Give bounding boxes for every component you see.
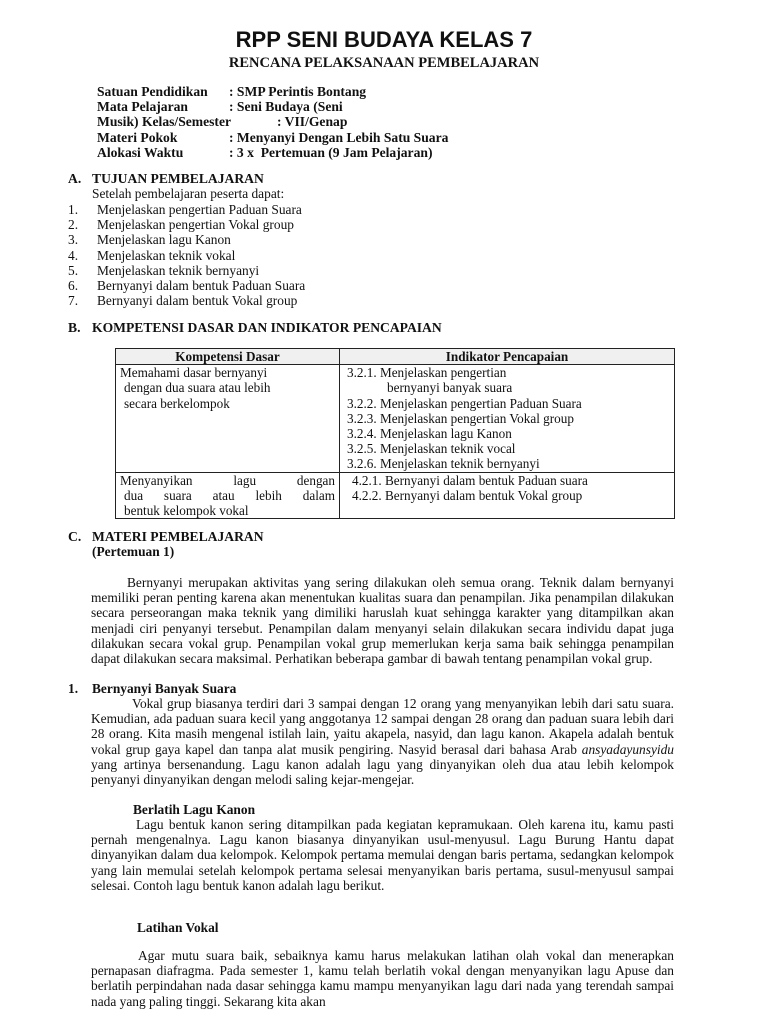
indicator-cell — [340, 365, 675, 472]
indicator-line: bernyanyi banyak suara — [387, 380, 513, 396]
paragraph-vocal-practice — [91, 948, 674, 1009]
italic-term: ansyadayunsyidu — [581, 741, 674, 757]
meta-row — [97, 84, 448, 99]
list-item — [68, 202, 305, 217]
page-subtitle: RENCANA PELAKSANAAN PEMBELAJARAN — [228, 55, 540, 71]
paragraph-text: Lagu bentuk kanon sering ditampilkan pada kegiatan kepramukaan. Oleh karena itu, kamu pasti pernah mengenalnya. Lagu kanon biasanya dinyanyikan usul-menyusul. Lagu Burung Hantu dapat dinyanyikan dalam dua kelompok. Kelompok pertama memulai dengan baris pertama, sedangkan kelompok yang lain memulai setelah kelompok pertama selesai menyanyikan baris pertama, susul-menyusul sampai selesai. Contoh lagu bentuk kanon adalah lagu berikut. — [91, 817, 674, 893]
meta-row — [97, 145, 448, 160]
meta-row — [97, 99, 448, 114]
paragraph-kanon — [91, 817, 674, 893]
identity-block — [97, 84, 448, 160]
subsection-title: Bernyanyi Banyak Suara — [92, 681, 237, 696]
meta-row — [97, 130, 448, 145]
list-item — [68, 232, 305, 247]
indicator-line: 3.2.6. Menjelaskan teknik bernyanyi — [347, 456, 540, 472]
section-title: MATERI PEMBELAJARAN — [92, 529, 264, 544]
subsection-number: 1. — [68, 681, 79, 696]
paragraph-text: Bernyanyi merupakan aktivitas yang sering dilakukan oleh semua orang. Teknik dalam bernyanyi memiliki peran penting karena akan menentukan kualitas suara dan penampilan. Jika penampilan dilakukan secara perseorangan maka teknik yang dimiliki haruslah kuat sehingga karakter yang ditampilkan akan menjadi ciri penyanyi tersebut. Penampilan dalam menyanyi selain dilakukan secara individu dapat juga dilakukan secara vokal grup. Penampilan vokal grup memerlukan kerja sama baik sehingga penampilan dapat dilakukan secara maksimal. Perhatikan beberapa gambar di bawah tentang penampilan vokal grup. — [91, 575, 674, 667]
section-title: KOMPETENSI DASAR DAN INDIKATOR PENCAPAIAN — [92, 320, 442, 335]
meta-value: : VII/Genap — [277, 114, 348, 130]
text-run: Vokal grup biasanya terdiri dari 3 sampai dengan 12 orang yang menyanyikan lebih dari satu suara. Kemudian, ada paduan suara kecil yang anggotanya 12 sampai dengan 28 orang dan paduan suara lebih dari 28 orang. Kita masih mengenal istilah lain, yaitu akapela, nasyid, dan lagu kanon. Akapela adalah bentuk vokal grup gaya kapel dan tanpa alat musik pengiring. Nasyid berasal dari bahasa Arab — [91, 696, 674, 757]
section-c-heading — [68, 529, 264, 544]
table-header-cell: Indikator Pencapaian — [340, 349, 675, 365]
meta-value: : SMP Perintis Bontang — [229, 84, 367, 99]
list-text: Menjelaskan lagu Kanon — [97, 232, 231, 248]
page-title: RPP SENI BUDAYA KELAS 7 — [235, 27, 533, 52]
list-number: 2. — [68, 217, 79, 233]
paragraph-text — [91, 696, 674, 787]
table-row — [116, 365, 675, 472]
section-a-heading — [68, 171, 264, 186]
meta-value: : Menyanyi Dengan Lebih Satu Suara — [229, 129, 449, 145]
cell-line: Menyanyikan lagu dengan — [120, 472, 335, 488]
list-text: Menjelaskan teknik bernyanyi — [97, 262, 260, 278]
meta-label: Alokasi Waktu — [97, 144, 184, 160]
cell-line: bentuk kelompok vokal — [124, 503, 249, 519]
table-header-cell: Kompetensi Dasar — [116, 349, 340, 365]
objectives-list — [68, 202, 305, 308]
cell-line: dengan dua suara atau lebih — [124, 380, 271, 396]
list-text: Menjelaskan pengertian Paduan Suara — [97, 202, 302, 217]
list-item — [68, 293, 305, 308]
indicator-line: 3.2.5. Menjelaskan teknik vocal — [347, 441, 516, 457]
indicator-line: 3.2.4. Menjelaskan lagu Kanon — [347, 426, 512, 442]
section-title: TUJUAN PEMBELAJARAN — [92, 171, 264, 186]
indicator-line: 3.2.1. Menjelaskan pengertian — [347, 365, 507, 381]
cell-line: dua suara atau lebih dalam — [124, 487, 335, 503]
list-item — [68, 217, 305, 232]
section-b-heading — [68, 320, 442, 335]
list-number: 1. — [68, 202, 79, 217]
session-label: (Pertemuan 1) — [92, 544, 175, 559]
competency-cell — [116, 365, 340, 472]
list-number: 7. — [68, 293, 79, 309]
paragraph-intro — [91, 575, 674, 666]
list-text: Menjelaskan pengertian Vokal group — [97, 217, 294, 233]
section-letter: B. — [68, 320, 81, 335]
list-number: 6. — [68, 278, 79, 294]
indicator-line: 4.2.1. Bernyanyi dalam bentuk Paduan suara — [352, 472, 588, 488]
subsection-heading — [68, 681, 236, 696]
indicator-line: 3.2.3. Menjelaskan pengertian Vokal group — [347, 410, 574, 426]
text-run: yang artinya bersenandung. Lagu kanon adalah lagu yang dinyanyikan oleh dua atau lebih kelompok penyanyi dinyanyikan dengan melodi saling kejar-mengejar. — [91, 756, 674, 788]
meta-label: Musik) Kelas/Semester — [97, 114, 232, 130]
list-item — [68, 278, 305, 293]
meta-row — [97, 114, 448, 129]
meta-value: : 3 x Pertemuan (9 Jam Pelajaran) — [229, 144, 433, 160]
meta-value: : Seni Budaya (Seni — [229, 99, 343, 115]
subsection-heading-vokal: Latihan Vokal — [137, 920, 219, 935]
list-item — [68, 263, 305, 278]
list-number: 4. — [68, 247, 79, 263]
cell-line: Memahami dasar bernyanyi — [120, 365, 268, 381]
table-header-row — [116, 349, 675, 365]
indicator-line: 4.2.2. Bernyanyi dalam bentuk Vokal group — [352, 487, 583, 503]
section-letter: A. — [68, 171, 82, 186]
list-item — [68, 248, 305, 263]
list-text: Menjelaskan teknik vokal — [97, 247, 236, 263]
meta-label: Satuan Pendidikan — [97, 84, 208, 99]
paragraph-vocal-group — [91, 696, 674, 787]
list-text: Bernyanyi dalam bentuk Vokal group — [97, 293, 298, 309]
cell-line: secara berkelompok — [124, 395, 230, 411]
indicator-cell — [340, 472, 675, 519]
section-letter: C. — [68, 529, 82, 544]
meta-label: Materi Pokok — [97, 129, 178, 145]
paragraph-text: Agar mutu suara baik, sebaiknya kamu harus melakukan latihan olah vokal dan menerapkan pernapasan diafragma. Pada semester 1, kamu telah berlatih vokal dengan menyanyikan lagu Apuse dan berlatih perpindahan nada dasar sehingga kamu mampu menyanyikan lagu dari nada yang terendah sampai nada yang paling tinggi. Sekarang kita akan — [91, 948, 674, 1009]
meta-label: Mata Pelajaran — [97, 99, 188, 115]
objectives-intro: Setelah pembelajaran peserta dapat: — [92, 186, 285, 201]
table-row — [116, 472, 675, 519]
competency-table — [115, 348, 675, 519]
list-text: Bernyanyi dalam bentuk Paduan Suara — [97, 278, 306, 294]
list-number: 3. — [68, 232, 79, 248]
list-number: 5. — [68, 262, 79, 278]
indicator-line: 3.2.2. Menjelaskan pengertian Paduan Suara — [347, 395, 582, 411]
subsection-heading-kanon: Berlatih Lagu Kanon — [133, 802, 256, 817]
competency-cell — [116, 472, 340, 519]
